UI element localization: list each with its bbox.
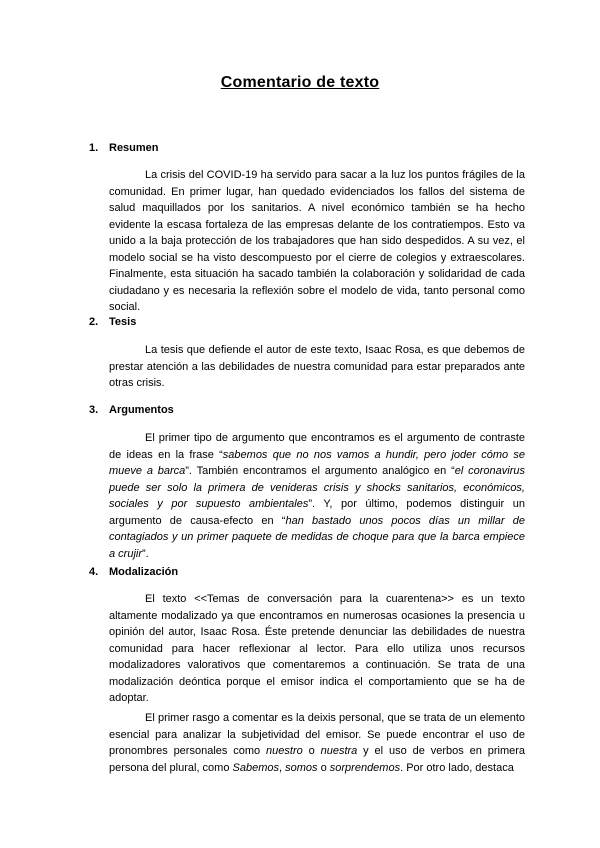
section-number: 1. — [89, 142, 99, 154]
paragraph-text: , — [279, 761, 286, 774]
section-title: Modalización — [109, 566, 179, 578]
section-title: Argumentos — [109, 404, 174, 416]
quote-causa-efecto: han bastado unos pocos días un millar de contagiados y un primer paquete de medidas de choque para que la barca empiece a crujir — [109, 514, 525, 560]
paragraph-text: El texto <<Temas de conversación para la cuarentena>> es un texto altamente modalizado ya que encontramos en numerosas ocasiones la presencia u opinión del autor, Isaac Rosa. Éste pretende denunciar las debilidades de nuestra comunidad para hacer reflexionar al lector. Para ello utiliza unos recursos modalizadores valorativos que comentaremos a continuación. Se trata de una modalización deóntica porque el emisor indica el comportamiento que se ha de adoptar. — [109, 593, 525, 704]
section-heading-modalizacion — [89, 566, 178, 578]
italic-term: somos — [285, 761, 318, 774]
section-heading-argumentos — [89, 404, 174, 416]
italic-term: nuestra — [320, 745, 358, 757]
tesis-paragraph — [109, 342, 525, 392]
italic-term: Sabemos — [232, 761, 279, 774]
section-title: Resumen — [109, 142, 159, 154]
quote-contraste: sabemos que no nos vamos a hundir, pero joder cómo se mueve a barca — [109, 448, 525, 477]
paragraph-text: La tesis que defiende el autor de este texto, Isaac Rosa, es que debemos de prestar atención a las debilidades de nuestra comunidad para estar preparados ante otras crisis. — [109, 344, 525, 389]
quote-analogico: el coronavirus puede ser solo la primera de venideras crisis y shocks sanitarios, económicos, sociales y por supuesto ambientales — [109, 465, 525, 510]
section-heading-resumen — [89, 142, 159, 154]
document-title: Comentario de texto — [220, 74, 380, 91]
resumen-paragraph — [109, 167, 525, 316]
section-title: Tesis — [109, 316, 137, 328]
paragraph-text: ”. — [142, 547, 149, 560]
paragraph-text: El primer tipo de argumento que encontramos es el argumento de contraste de ideas en la frase “ — [109, 432, 525, 461]
italic-term: nuestro — [266, 745, 303, 757]
section-number: 4. — [89, 566, 99, 578]
section-heading-tesis — [89, 316, 136, 328]
paragraph-text: . Por otro lado, destaca — [400, 761, 514, 774]
paragraph-text: ”. También encontramos el argumento analógico en “ — [185, 465, 455, 477]
modalizacion-paragraph-1 — [109, 591, 525, 707]
section-number: 2. — [89, 316, 99, 328]
section-number: 3. — [89, 404, 99, 416]
paragraph-text: El primer rasgo a comentar es la deixis personal, que se trata de un elemento esencial para analizar la subjetividad del emisor. Se puede encontrar el uso de pronombres personales como — [109, 712, 525, 757]
italic-term: sorprendemos — [329, 761, 401, 774]
modalizacion-paragraph-2 — [109, 710, 525, 776]
paragraph-text: ”. Y, por último, podemos distinguir un argumento de causa-efecto en “ — [109, 498, 526, 527]
paragraph-text: y el uso de verbos en primera persona del plural, como — [109, 745, 525, 774]
paragraph-text: o — [302, 745, 321, 757]
argumentos-paragraph — [109, 430, 525, 562]
paragraph-text: La crisis del COVID-19 ha servido para sacar a la luz los puntos frágiles de la comunidad. En primer lugar, han quedado evidenciados los fallos del sistema de salud maquillados por los sanitarios. A nivel económico también se ha hecho evidente la escasa fortaleza de las empresas delante de los contratiempos. Esto va unido a la baja protección de los trabajadores que han sido despedidos. A su vez, el modelo social se ha visto descompuesto por el cierre de colegios y extraescolares. Finalmente, esta situación ha sacado también la colaboración y solidaridad de cada ciudadano y es necesaria la reflexión sobre el modelo de vida, tanto personal como social. — [109, 169, 525, 313]
paragraph-text: o — [317, 761, 330, 774]
